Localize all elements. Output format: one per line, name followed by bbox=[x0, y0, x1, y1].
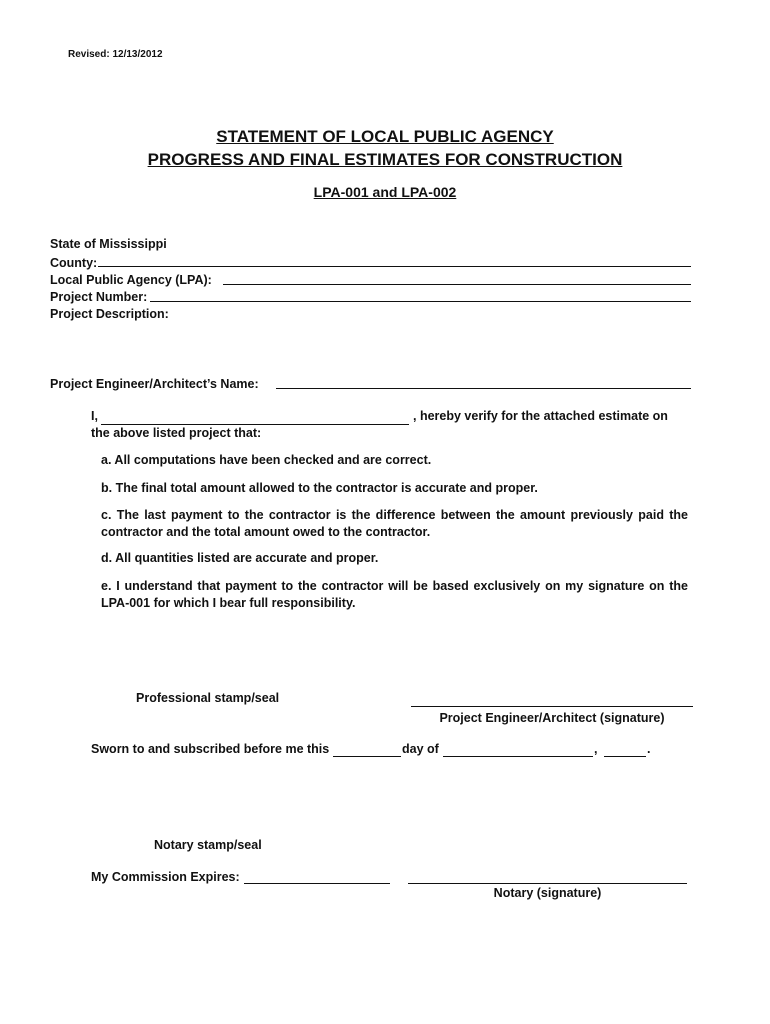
item-d: d. All quantities listed are accurate and proper. bbox=[101, 551, 379, 565]
commission-expires-field[interactable] bbox=[244, 883, 390, 884]
notary-signature-label: Notary (signature) bbox=[493, 886, 602, 900]
sworn-period: . bbox=[647, 742, 651, 756]
county-field[interactable] bbox=[98, 266, 691, 267]
item-b: b. The final total amount allowed to the contractor is accurate and proper. bbox=[101, 481, 538, 495]
commission-expires-label: My Commission Expires: bbox=[91, 870, 240, 884]
lpa-label: Local Public Agency (LPA): bbox=[50, 273, 212, 287]
engineer-signature-field[interactable] bbox=[411, 706, 693, 707]
verify-line-2: the above listed project that: bbox=[91, 426, 262, 440]
revised-date: Revised: 12/13/2012 bbox=[68, 49, 163, 60]
engineer-name-label: Project Engineer/Architect’s Name: bbox=[50, 377, 259, 391]
item-a: a. All computations have been checked and are correct. bbox=[101, 453, 432, 467]
day-of-label: day of bbox=[402, 742, 439, 756]
sworn-day-field[interactable] bbox=[333, 756, 401, 757]
sworn-month-field[interactable] bbox=[443, 756, 593, 757]
sworn-label: Sworn to and subscribed before me this bbox=[91, 742, 330, 756]
verifier-name-field[interactable] bbox=[101, 424, 409, 425]
engineer-signature-label: Project Engineer/Architect (signature) bbox=[439, 711, 665, 725]
project-number-field[interactable] bbox=[150, 301, 691, 302]
state-label: State of Mississippi bbox=[50, 237, 167, 251]
item-e: e. I understand that payment to the contractor will be based exclusively on my signature on the LPA-001 for which I bear full responsibility. bbox=[101, 579, 688, 610]
title-line-2: PROGRESS AND FINAL ESTIMATES FOR CONSTRUCTION bbox=[147, 150, 623, 169]
sworn-comma: , bbox=[594, 742, 598, 756]
engineer-name-field[interactable] bbox=[276, 388, 691, 389]
lpa-field[interactable] bbox=[223, 284, 691, 285]
notary-stamp-label: Notary stamp/seal bbox=[154, 838, 262, 852]
notary-signature-field[interactable] bbox=[408, 883, 687, 884]
project-number-label: Project Number: bbox=[50, 290, 148, 304]
form-subtitle: LPA-001 and LPA-002 bbox=[313, 184, 457, 200]
county-label: County: bbox=[50, 256, 98, 270]
title-line-1: STATEMENT OF LOCAL PUBLIC AGENCY bbox=[216, 127, 554, 146]
verify-hereby: , hereby verify for the attached estimate on bbox=[413, 409, 668, 423]
verify-i: I, bbox=[91, 409, 98, 423]
item-c: c. The last payment to the contractor is the difference between the amount previously paid the contractor and the total amount owed to the contractor. bbox=[101, 508, 688, 539]
project-description-label: Project Description: bbox=[50, 307, 169, 321]
sworn-year-field[interactable] bbox=[604, 756, 646, 757]
professional-stamp-label: Professional stamp/seal bbox=[136, 691, 280, 705]
